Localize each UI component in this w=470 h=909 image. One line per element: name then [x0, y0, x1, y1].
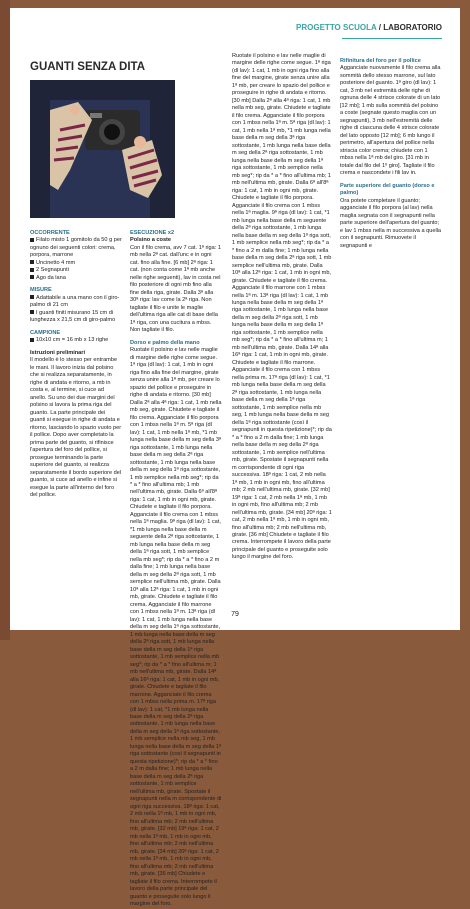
bullet-square-icon: [30, 295, 34, 299]
parte-text: Ora potete completare il guanto; agganciate il filo porpora (al lav) nella maglia segnata con il segnapunti nella parte superiore dell'apertura del guanto; e lav 1 mbss nella m successiva a quella con il segnapunti. Rimuovete il segnapunti e: [340, 197, 442, 249]
occorrente-item: Uncinetto 4 mm: [30, 260, 122, 267]
occorrente-heading: OCCORRENTE: [30, 230, 70, 236]
misure-item: I guanti finiti misurano 15 cm di lunghezza x 21,5 cm di giro-palmo: [30, 309, 116, 324]
esecuzione-heading: ESECUZIONE x2: [130, 230, 175, 236]
foro-text: Agganciate nuovamente il filo crema alla sommità dello stesso marrone, sul lato posteriore del guanto. 1ª giro (dl lav): 1 cat, 3 mb nel estremità delle righe di ognuna delle 4 strisce colorate di un lato [12 mb]; 1 mb sulla sommità del polsino a coste (segnate questo maglia con un segnapunti), 3 mb nell'estremità delle righe di ciascuna delle 4 strisce colorate del lato opposto [12 mb]; 6 mb lungo il perimetro, all'apertura del pollice nella striscia color crema; chiudete con 1 mbss nella 1ª mb del giro. [31 mb in totale dal filo del 1º giro]. Tagliate il filo crema e nascondete i fili lav in.: [340, 65, 441, 177]
dorso-text: Ruotate il polsino e lav nelle maglie di margine delle righe come segue. 1ª riga (dl lav): 1 cat, 1 mb in ogni riga fino alla fine del margine, girate senza unire alla 1ª mb, per creare lo spazio del pollice e proseguire in righe di andata e ritorno. [30 mb] Dalla 2ª alla 4ª riga: 1 cat, 1 mb nella mb seg, girate. Chiudete e tagliate il filo crema. Agganciate il filo porpora con 1 mbss nella 1ª m. 5ª riga (dl lav): 1 cat, 1 mb nella 1ª mb, *1 mb lunga nella base della m seg della 3ª riga sottostante, 1 mb lunga nella base della m seg della 2ª riga sottostante, 1 mb lunga nella base della m seg della 1ª riga sottostante, 1 mb semplice nella mb seg*; rip da * a * fino all'ultima mb; 1 mb nell'ultima mb, girate. Dalla 6ª all'8ª riga: 1 cat, 1 mb in ogni mb, girate. Chiudete e tagliate il filo porpora. Agganciate il filo crema con 1 mbss nella 1ª maglia. 9ª riga (dl lav): 1 cat, *1 mb lunga nella base della m seguente della 2ª riga sottostante, 1 mb lunga nella base della m seg della 1ª riga sott, 1 mb semplice nella mb seg*; rip da * a * fino a 2 m dalla fine; 1 mb lunga nella base della m seg della 2ª riga sott, 1 mb semplice nell'ultima mb, girate. Dalla 10ª alla 12ª riga: 1 cat, 1 mb in ogni mb, girate. Chiudete e tagliate il filo crema. Agganciate il filo marrone con 1 mbss nella 1ª m. 13ª riga (dl lav): 1 cat, 1 mb lunga nella base della m seg della 1ª riga sottostante, 1 mb lunga nella base della m seg della 2ª riga sott, 1 mb lunga nella base della m seg della 1ª riga sottostante, 1 mb semplice nella mb seg*; rip da * a * fino all'ultima m; 1 mb nell'ultima mb, girate. Dalla 14ª alla 16ª riga: 1 cat, 1 mb in ogni mb, girate. Chiudete e tagliate il filo marrone. Agganciate il filo crema con 1 mbss nella prima m. 17ª riga (dl lav): 1 cat, *1 mb lunga nella base della m seg della 2ª riga sottostante, 1 mb lunga nella base della m seg della 1ª riga sottostante, 1 mb semplice nella mb seg, 1 mb lunga nella base della m seg della 1ª riga sottostante (così il segnapunti in questa ripetizione)*; rip da * a * fino a 2 m dalla fine; 1 mb lunga nella base della m seg della 2ª riga sottostante, 1 mb semplice nell'ultima mb, girate. Spostate il segnapunti nella m corrispondente di ogni riga successiva. 18ª riga: 1 cat, 2 mb nella 1ª mb, 1 mb in ogni mb, fino all'ultima mb; 2 mb nell'ultima mb, girate. [32 mb] 19ª riga: 1 cat, 2 mb nella 1ª mb, 1 mb in ogni mb, fino all'ultima mb; 2 mb nell'ultima mb, girate. [34 mb] 20ª riga: 1 cat, 2 mb nella 1ª mb, 1 mb in ogni mb, fino all'ultima mb; 2 mb nell'ultima mb, girate. [36 mb] Chiudete e tagliate il filo crema. Interrompete il lavoro della parte principale del guanto e proseguite solo lungo il margine del foro.: [130, 347, 222, 908]
campione-item: 10x10 cm = 16 mb x 13 righe: [30, 337, 122, 344]
section-lab: LABORATORIO: [383, 23, 442, 32]
istruzioni-text: Il modello è lo stesso per entrambe le mani. Il lavoro inizia dal polsino che si realizza separatamente, in righe di andata e ritorno, a mb in costa e, al termine, si cuce ad anello. Su uno dei due margini del polsino si lavora la prima riga del guanto. La parte principale dei guanti si esegue in righe di andata e ritorno, lasciando lo spazio vuoto per il pollice. Dopo aver completato la prima parte del guanto, si rifinisce l'apertura del foro del pollice, si prosegue terminando la parte superiore del guanto, si realizza separatamente il bordo superiore del guanto, si cuce ad anello e infine si esegue la parte all'interno del foro del pollice.: [30, 357, 122, 498]
header-rule: [342, 38, 442, 39]
section-separator: /: [378, 23, 381, 32]
page-edge-left: [0, 0, 10, 640]
bullet-square-icon: [30, 260, 34, 264]
occorrente-item: 2 Segnapunti: [30, 267, 122, 274]
campione-heading: CAMPIONE: [30, 329, 61, 336]
polsino-heading: Polsino a coste: [130, 237, 172, 244]
column-3: [232, 53, 332, 603]
misure-item: Adattabile a una mano con il giro-palmo di 21 cm: [30, 294, 120, 309]
misure-heading: MISURE: [30, 287, 52, 294]
bullet-square-icon: [30, 275, 34, 279]
bullet-square-icon: [30, 268, 34, 272]
section-label: PROGETTO SCUOLA: [296, 23, 377, 32]
bullet-square-icon: [30, 310, 34, 314]
column-2: [130, 225, 222, 908]
column-4: [340, 53, 442, 250]
occorrente-item: Filato misto 1 gomitolo da 50 g per ognuno dei seguenti colori: crema, porpora, marrone: [30, 237, 122, 259]
foro-heading: Rifinitura del foro per il pollice: [340, 58, 421, 64]
dorso-heading: Dorso e palmo della mano: [130, 339, 200, 346]
polsino-text: Con il filo crema, avv 7 cat. 1ª riga: 1 mb nella 2ª cat. dall'unc e in ogni cat. fino alla fine. [6 mb] 2ª riga: 1 cat. (non conta come 1ª mb anche nelle righe seguenti), lav in costa nel filo posteriore di ogni mb fino alla fine della riga, girate. Dalla 3ª alla 30ª riga: lav come la 2ª riga. Non tagliate il filo e unite le maglie dell'ultima riga alle cat di base della 1ª riga, con una cucitura a mbss. Non tagliate il filo.: [130, 244, 221, 334]
dorso-text-continued: Ruotate il polsino e lav nelle maglie di margine delle righe come segue. 1ª riga (dl lav): 1 cat, 1 mb in ogni riga fino alla fine del margine, girate senza unire alla 1ª mb, per creare lo spazio del pollice e proseguire in righe di andata e ritorno. [30 mb] Dalla 2ª alla 4ª riga: 1 cat, 1 mb nella mb seg, girate. Chiudete e tagliate il filo crema. Agganciate il filo porpora con 1 mbss nella 1ª m. 5ª riga (dl lav): 1 cat, 1 mb nella 1ª mb, *1 mb lunga nella base della m seg della 3ª riga sottostante, 1 mb lunga nella base della m seg della 2ª riga sottostante, 1 mb lunga nella base della m seg della 1ª riga sottostante, 1 mb semplice nella mb seg*; rip da * a * fino all'ultima mb; 1 mb nell'ultima mb, girate. Dalla 6ª all'8ª riga: 1 cat, 1 mb in ogni mb, girate. Chiudete e tagliate il filo porpora. Agganciate il filo crema con 1 mbss nella 1ª maglia. 9ª riga (dl lav): 1 cat, *1 mb lunga nella base della m seguente della 2ª riga sottostante, 1 mb lunga nella base della m seg della 1ª riga sott, 1 mb semplice nella mb seg*; rip da * a * fino a 2 m dalla fine; 1 mb lunga nella base della m seg della 2ª riga sott, 1 mb semplice nell'ultima mb, girate. Dalla 10ª alla 12ª riga: 1 cat, 1 mb in ogni mb, girate. Chiudete e tagliate il filo crema. Agganciate il filo marrone con 1 mbss nella 1ª m. 13ª riga (dl lav): 1 cat, 1 mb lunga nella base della m seg della 1ª riga sottostante, 1 mb lunga nella base della m seg della 2ª riga sott, 1 mb lunga nella base della m seg della 1ª riga sottostante, 1 mb semplice nella mb seg*; rip da * a * fino all'ultima m; 1 mb nell'ultima mb, girate. Dalla 14ª alla 16ª riga: 1 cat, 1 mb in ogni mb, girate. Chiudete e tagliate il filo marrone. Agganciate il filo crema con 1 mbss nella prima m. 17ª riga (dl lav): 1 cat, *1 mb lunga nella base della m seg della 2ª riga sottostante, 1 mb lunga nella base della m seg della 1ª riga sottostante, 1 mb semplice nella mb seg, 1 mb lunga nella base della m seg della 1ª riga sottostante (così il segnapunti in questa ripetizione)*; rip da * a * fino a 2 m dalla fine; 1 mb lunga nella base della m seg della 2ª riga sottostante, 1 mb semplice nell'ultima mb, girate. Spostate il segnapunti nella m corrispondente di ogni riga successiva. 18ª riga: 1 cat, 2 mb nella 1ª mb, 1 mb in ogni mb, fino all'ultima mb; 2 mb nell'ultima mb, girate. [32 mb] 19ª riga: 1 cat, 2 mb nella 1ª mb, 1 mb in ogni mb, fino all'ultima mb; 2 mb nell'ultima mb, girate. [34 mb] 20ª riga: 1 cat, 2 mb nella 1ª mb, 1 mb in ogni mb, fino all'ultima mb; 2 mb nell'ultima mb, girate. [36 mb] Chiudete e tagliate il filo crema. Interrompete il lavoro della parte principale del guanto e proseguite solo lungo il margine del foro.: [232, 53, 332, 561]
gloves-photo: [30, 80, 175, 218]
section-header: [296, 23, 442, 32]
magazine-page: [10, 8, 460, 908]
istruzioni-heading: Istruzioni preliminari: [30, 349, 86, 356]
bullet-square-icon: [30, 238, 34, 242]
bullet-square-icon: [30, 338, 34, 342]
column-1: [30, 225, 122, 499]
parte-heading: Parte superiore del guanto (dorso e palmo): [340, 182, 435, 197]
page-number: 79: [231, 611, 239, 618]
page-title: GUANTI SENZA DITA: [30, 61, 145, 73]
gloves-photo-illustration: [30, 80, 175, 218]
occorrente-item: Ago da lana: [30, 275, 122, 282]
